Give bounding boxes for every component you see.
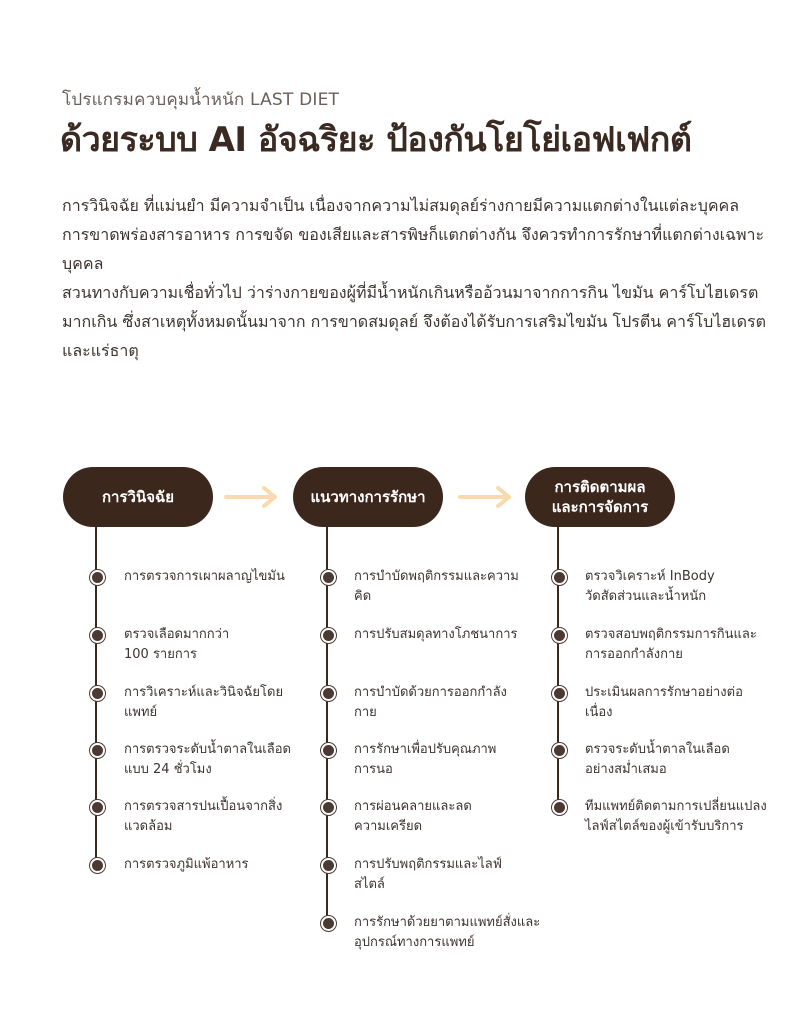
bullet-icon	[321, 858, 336, 873]
bullet-icon	[321, 800, 336, 815]
bullet-icon	[90, 628, 105, 643]
bullet-icon	[90, 743, 105, 758]
bullet-icon	[321, 686, 336, 701]
bullet-icon	[90, 858, 105, 873]
step-pill-followup: การติดตามผลและการจัดการ	[525, 467, 675, 527]
intro-paragraph-1: การวินิจฉัย ที่แม่นยำ มีความจำเป็น เนื่องจากความไม่สมดุลย์ร่างกายมีความแตกต่างในแต่ละบุคคล การขาดพร่องสารอาหาร การขจัด ของเสียและสารพิษก็แตกต่างกัน จึงควรทำการรักษาที่แตกต่างเฉพาะบุคคล	[62, 196, 765, 273]
bullet-icon	[90, 800, 105, 815]
timeline-line-followup	[557, 527, 559, 806]
intro-text	[62, 191, 767, 365]
arrow-right-icon	[458, 484, 514, 510]
bullet-icon	[321, 570, 336, 585]
bullet-icon	[321, 916, 336, 931]
bullet-icon	[552, 686, 567, 701]
bullet-icon	[552, 628, 567, 643]
bullet-icon	[552, 570, 567, 585]
step-pill-treatment: แนวทางการรักษา	[293, 467, 443, 527]
bullet-icon	[321, 743, 336, 758]
bullet-icon	[90, 686, 105, 701]
intro-paragraph-2: สวนทางกับความเชื่อทั่วไป ว่าร่างกายของผู้ที่มีน้ำหนักเกินหรืออ้วนมาจากการกิน ไขมัน คาร์โบไฮเดรต มากเกิน ซึ่งสาเหตุทั้งหมดนั้นมาจาก การขาดสมดุลย์ จึงต้องได้รับการเสริมไขมัน โปรตีน คาร์โบไฮเดรต และแร่ธาตุ	[62, 283, 766, 360]
bullet-icon	[552, 743, 567, 758]
arrow-right-icon	[224, 484, 280, 510]
bullet-icon	[552, 800, 567, 815]
bullet-icon	[90, 570, 105, 585]
program-subtitle: โปรแกรมควบคุมน้ำหนัก LAST DIET	[62, 90, 340, 110]
page-title: ด้วยระบบ AI อัจฉริยะ ป้องกันโยโย่เอฟเฟกต์	[60, 120, 692, 160]
step-pill-diagnosis: การวินิจฉัย	[63, 467, 213, 527]
bullet-icon	[321, 628, 336, 643]
